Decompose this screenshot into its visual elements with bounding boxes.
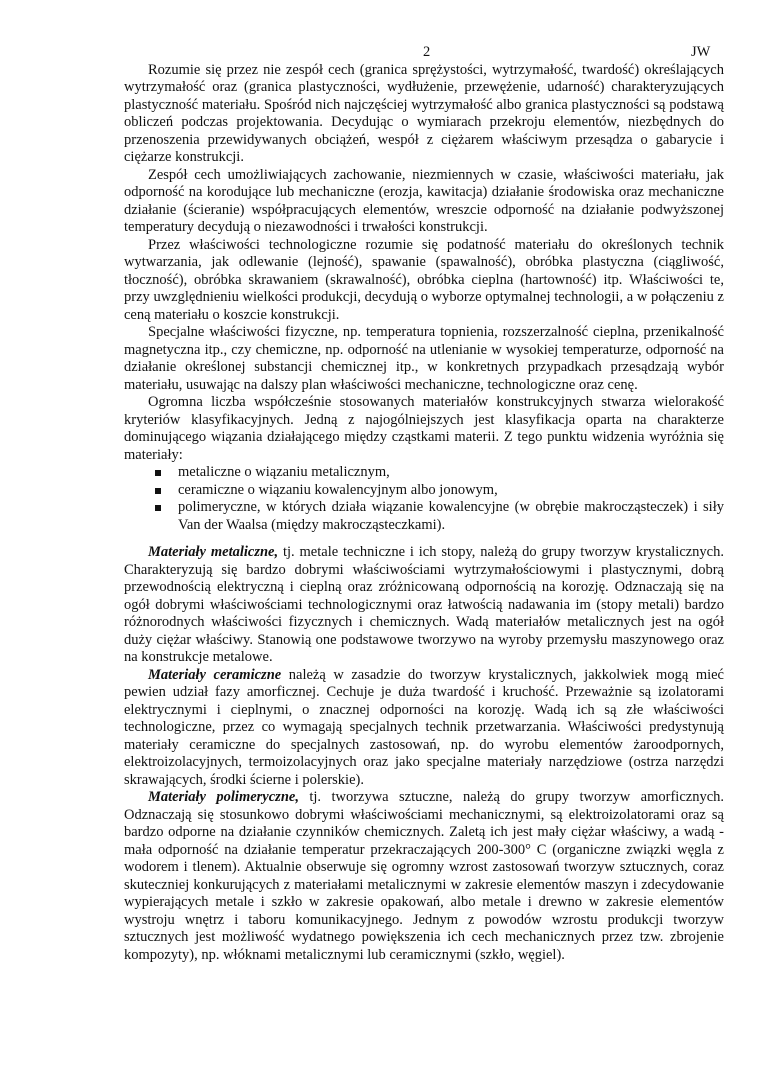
header-initials: JW [691, 44, 711, 60]
paragraph-classification: Ogromna liczba współcześnie stosowanych materiałów konstrukcyjnych stwarza wielorakość kryteriów klasyfikacyjnych. Jedną z najogólniejszych jest klasyfikacja oparta na charakterze dominującego wiązania działającego między cząstkami materii. Z tego punktu widzenia wyróżnia się materiały: [124, 394, 724, 463]
list-item [124, 499, 724, 534]
list-item [124, 464, 724, 482]
list-item [124, 482, 724, 500]
polymer-heading: Materiały polimeryczne, [148, 789, 299, 805]
paragraph-mechanical-properties: Rozumie się przez nie zespół cech (granica sprężystości, wytrzymałość, twardość) określających wytrzymałość oraz (granica plastyczności, wydłużenie, przewężenie, udarność) charakteryzujących plastyczność materiału. Spośród nich najczęściej wytrzymałość albo granica plastyczności są podstawą obliczeń podczas projektowania. Decydując o wymiarach przekroju elementów, niezbędnych do przenoszenia przewidywanych obciążeń, wespół z ciężarem właściwym przesądza o gabarycie i ciężarze konstrukcji. [124, 61, 724, 165]
material-types-list [124, 464, 724, 534]
bullet-icon [155, 488, 161, 494]
paragraph-ceramic [124, 667, 724, 790]
polymer-text: tj. tworzywa sztuczne, należą do grupy tworzyw amorficznych. Odznaczają się stosunkowo dobrymi właściwościami mechanicznymi, są elektroizolatorami oraz są bardzo odporne na działanie czynników chemicznych. Zaletą ich jest mały ciężar właściwy, a wadą - mała odporność na działanie temperatur przekraczających 200-300° C (organiczne związki węgla z wodorem i tlenem). Aktualnie obserwuje się ogromny wzrost zastosowań tworzyw sztucznych, coraz skuteczniej konkurujących z materiałami metalicznymi w zakresie elementów maszyn i zdecydowanie wypierających metale i szkło w zakresie opakowań, albo metale i drewno w zakresie elementów wystroju wnętrz i taboru komunikacyjnego. Jednym z powodów wzrostu produkcji tworzyw sztucznych jest możliwość wydatnego powiększenia ich cech mechanicznych przez tzw. zbrojenie kompozyty), np. włóknami metalicznymi lub ceramicznymi (szkło, węgiel). [124, 789, 725, 963]
paragraph-technological-properties: Przez właściwości technologiczne rozumie się podatność materiału do określonych technik wytwarzania, jak odlewanie (lejność), spawanie (spawalność), obróbka plastyczna (ciągliwość, tłoczność), obróbka skrawaniem (skrawalność), obróbka cieplna (hartowność) itp. Właściwości te, przy uwzględnieniu wielkości produkcji, decydują o wyborze optymalnej technologii, a w połączeniu z ceną materiału o koszcie konstrukcji. [124, 236, 724, 323]
paragraph-metallic [124, 544, 724, 667]
ceramic-text: należą w zasadzie do tworzyw krystalicznych, jakkolwiek mogą mieć pewien udział fazy amorficznej. Cechuje je duża twardość i kruchość. Przeważnie są izolatorami elektrycznymi i cieplnymi, o znacznej odporności na korozję. Wadą ich są złe właściwości technologiczne, przez co wymagają specjalnych technik przetwarzania. Właściwości predystynują materiały ceramiczne do specjalnych zastosowań, np. do wyrobu elementów żaroodpornych, elektroizolacyjnych, termoizolacyjnych oraz jako specjalne materiały narzędziowe (ostrza narzędzi skrawających, środki ścierne i polerskie). [124, 666, 724, 788]
bullet-icon [155, 505, 161, 511]
page-number: 2 [423, 44, 431, 60]
metallic-heading: Materiały metaliczne, [148, 544, 279, 560]
paragraph-durability: Zespół cech umożliwiających zachowanie, niezmiennych w czasie, właściwości materiału, jak odporność na korodujące lub mechaniczne (erozja, kawitacja) działanie środowiska oraz mechaniczne działanie (ścieranie) współpracujących elementów, wreszcie odporność na działanie podwyższonej temperatury decydują o niezawodności i trwałości konstrukcji. [124, 166, 724, 235]
ceramic-heading: Materiały ceramiczne [148, 666, 282, 683]
list-item-text: metaliczne o wiązaniu metalicznym, [178, 464, 390, 480]
list-item-text: polimeryczne, w których działa wiązanie kowalencyjne (w obrębie makrocząsteczek) i siły Van der Waalsa (między makrocząsteczkami). [178, 499, 724, 533]
bullet-icon [155, 470, 161, 476]
paragraph-polymer [124, 789, 724, 964]
paragraph-special-properties: Specjalne właściwości fizyczne, np. temperatura topnienia, rozszerzalność cieplna, przenikalność magnetyczna itp., czy chemiczne, np. odporność na utlenianie w wysokiej temperaturze, odporność na działanie określonej substancji chemicznej itp., w konkretnych przypadkach przesądzają wybór materiału, usuwając na dalszy plan właściwości mechaniczne, technologiczne oraz cenę. [124, 324, 724, 393]
metallic-text: tj. metale techniczne i ich stopy, należą do grupy tworzyw krystalicznych. Charakteryzują się bardzo dobrymi właściwościami wytrzymałościowymi i plastycznymi, dobrą przewodnością elektryczną i cieplną oraz zróżnicowaną odpornością na korozję. Odznaczają się na ogół dobrymi właściwościami technologicznymi oraz łatwością nadawania im (stopy metali) bardzo różnorodnych właściwości fizycznych i chemicznych. Wadą materiałów metalicznych jest na ogół duży ciężar właściwy. Stanowią one podstawowe tworzywo na wyroby przemysłu maszynowego oraz na konstrukcje metalowe. [124, 544, 724, 665]
document-body [124, 44, 724, 964]
list-item-text: ceramiczne o wiązaniu kowalencyjnym albo jonowym, [178, 481, 498, 498]
